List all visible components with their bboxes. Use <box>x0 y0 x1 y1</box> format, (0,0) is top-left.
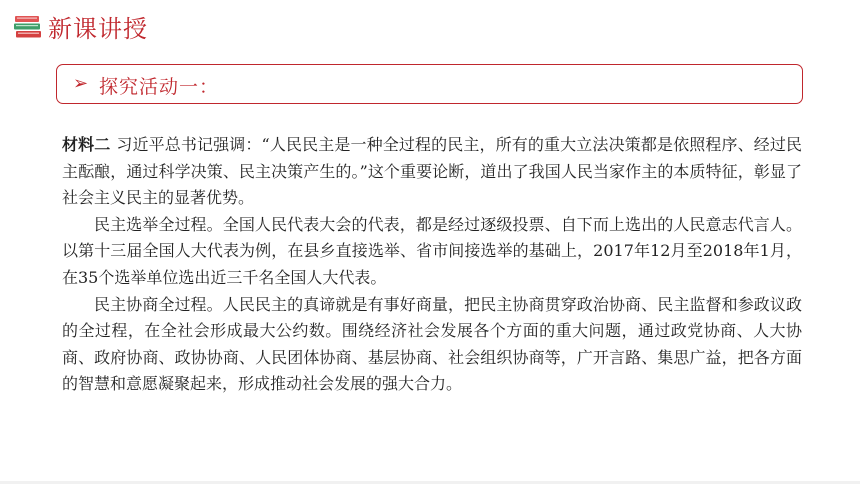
activity-label: 探究活动一： <box>99 76 220 98</box>
material-lead: 材料二 <box>62 135 111 154</box>
paragraph-text: 习近平总书记强调：“人民民主是一种全过程的民主，所有的重大立法决策都是依照程序、经过民主酝酿，通过科学决策、民主决策产生的。”这个重要论断，道出了我国人民当家作主的本质特征，彰显了社会主义民主的显著优势。 <box>62 135 802 208</box>
material-text <box>62 132 802 398</box>
material-paragraph-3: 民主协商全过程。人民民主的真谛就是有事好商量，把民主协商贯穿政治协商、民主监督和参政议政的全过程，在全社会形成最大公约数。围绕经济社会发展各个方面的重大问题，通过政党协商、人大协商、政府协商、政协协商、人民团体协商、基层协商、社会组织协商等，广开言路、集思广益，把各方面的智慧和意愿凝聚起来，形成推动社会发展的强大合力。 <box>62 294 802 394</box>
books-icon <box>14 15 42 39</box>
page-title: 新课讲授 <box>48 15 148 43</box>
material-paragraph-1 <box>62 132 802 212</box>
activity-banner <box>56 64 803 104</box>
arrow-bullet-icon: ➢ <box>73 73 89 94</box>
material-paragraph-2: 民主选举全过程。全国人民代表大会的代表，都是经过逐级投票、自下而上选出的人民意志代言人。以第十三届全国人大代表为例，在县乡直接选举、省市间接选举的基础上，2017年12月至2018年1月，在35个选举单位选出近三千名全国人大代表。 <box>62 214 802 287</box>
